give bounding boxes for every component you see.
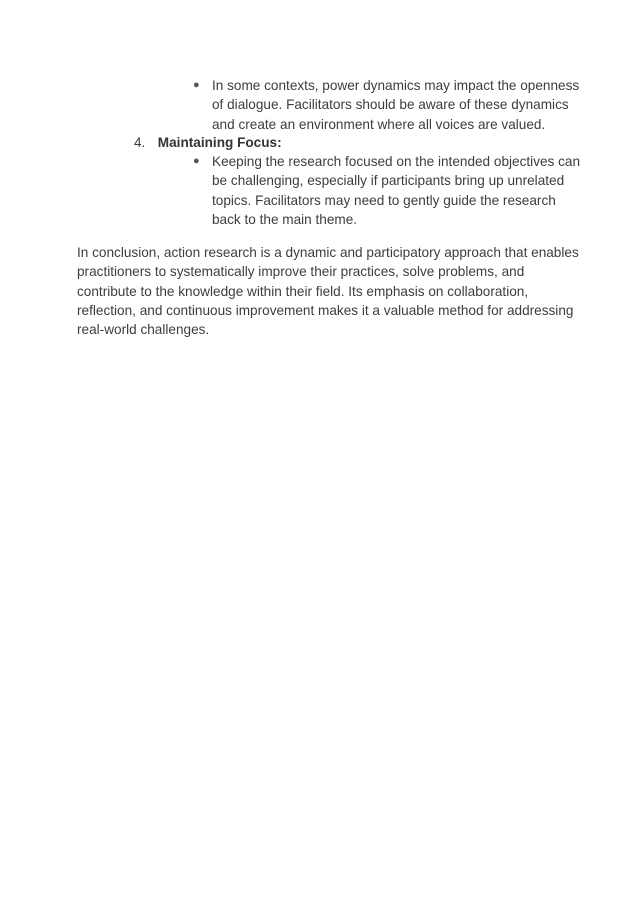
bullet-line: In some contexts, power dynamics may impact the openness [212, 78, 580, 93]
bullet-text [212, 76, 580, 134]
paragraph-line: In conclusion, action research is a dynamic and participatory approach that enables [77, 245, 579, 260]
bullet-icon: ● [193, 155, 200, 167]
list-heading: Maintaining Focus: [157, 135, 282, 150]
paragraph-line: practitioners to systematically improve their practices, solve problems, and [77, 264, 525, 280]
list-number: 4. [134, 135, 146, 150]
paragraph-line: reflection, and continuous improvement makes it a valuable method for addressing [77, 302, 574, 318]
bullet-line: of dialogue. Facilitators should be aware of these dynamics [212, 97, 569, 113]
bullet-line: topics. Facilitators may need to gently guide the research [212, 192, 556, 208]
bullet-line: and create an environment where all voices are valued. [212, 116, 546, 132]
bullet-item-power-dynamics [193, 76, 580, 134]
conclusion-paragraph [77, 243, 579, 339]
paragraph-line: contribute to the knowledge within their field. Its emphasis on collaboration, [77, 283, 529, 299]
numbered-item-maintaining-focus [134, 133, 554, 152]
bullet-text [212, 152, 581, 229]
bullet-line: back to the main theme. [212, 211, 358, 227]
bullet-line: Keeping the research focused on the intended objectives can [212, 154, 581, 169]
bullet-line: be challenging, especially if participants bring up unrelated [212, 173, 565, 189]
paragraph-line: real-world challenges. [77, 322, 210, 338]
bullet-icon: ● [193, 79, 200, 91]
bullet-item-focus [193, 152, 581, 229]
